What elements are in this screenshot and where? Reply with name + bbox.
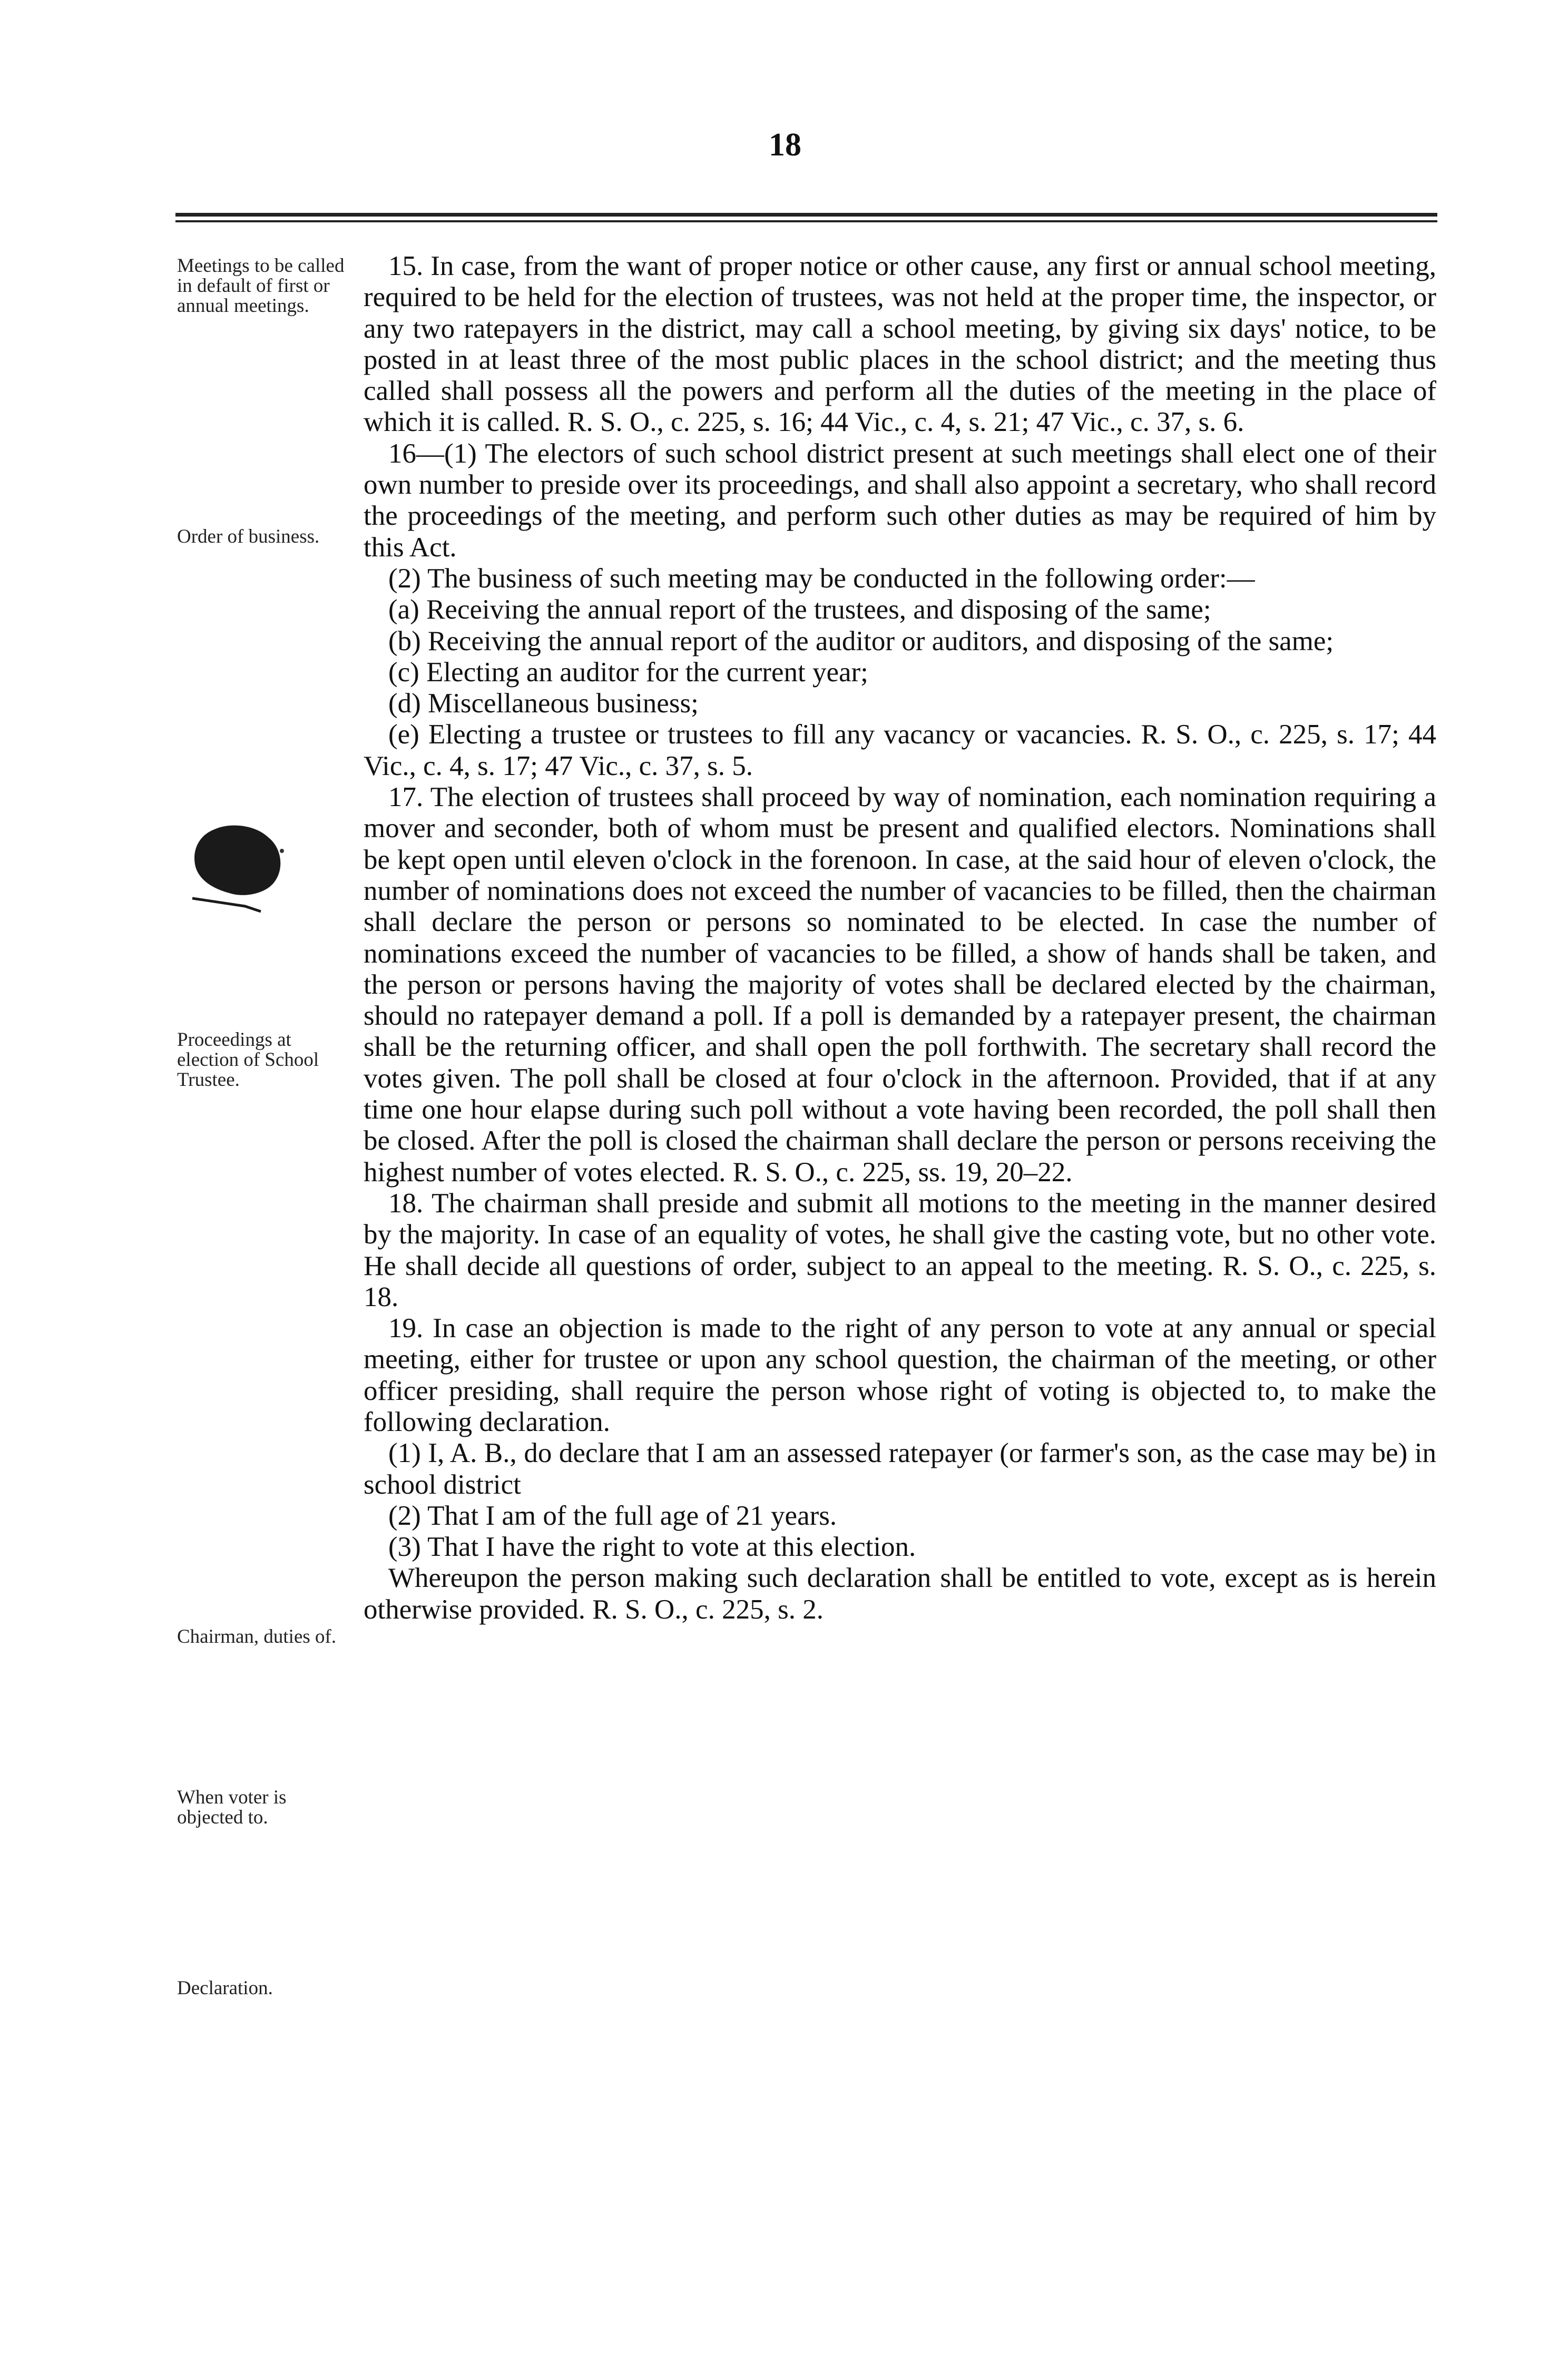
- paragraph-section-18: 18. The chairman shall preside and submit all motions to the meeting in the manner desired by the majority. In case of an equality of votes, he shall give the casting vote, but no other vote. He shall decide all questions of order, subject to an appeal to the meeting. R. S. O., c. 225, s. 18.: [364, 1188, 1436, 1312]
- page-number: 18: [769, 127, 801, 163]
- margin-note-order-business: Order of business.: [177, 526, 320, 547]
- paragraph-section-16-2: (2) The business of such meeting may be conducted in the following order:—: [388, 563, 1255, 594]
- body-text: [364, 251, 1436, 1625]
- paragraph-section-19-1: (1) I, A. B., do declare that I am an assessed ratepayer (or farmer's son, as the case may be) in school district: [364, 1438, 1436, 1500]
- paragraph-section-16-1: 16—(1) The electors of such school district present at such meetings shall elect one of their own number to preside over its proceedings, and shall also appoint a secretary, who shall record the proceedings of the meeting, and perform such other duties as may be required of him by this Act.: [364, 438, 1436, 563]
- paragraph-section-16-2e: (e) Electing a trustee or trustees to fill any vacancy or vacancies. R. S. O., c. 225, s. 17; 44 Vic., c. 4, s. 17; 47 Vic., c. 37, s. 5.: [364, 719, 1436, 781]
- paragraph-section-16-2b: (b) Receiving the annual report of the auditor or auditors, and disposing of the same;: [388, 625, 1334, 656]
- paragraph-section-16-2d: (d) Miscellaneous business;: [388, 688, 699, 719]
- margin-note-declaration: Declaration.: [177, 1977, 273, 1999]
- paragraph-section-19-2: (2) That I am of the full age of 21 years.: [388, 1500, 837, 1531]
- margin-note-meetings-default: Meetings to be called in default of first or annual meetings.: [177, 255, 345, 317]
- margin-note-chairman-duties: Chairman, duties of.: [177, 1626, 337, 1648]
- header-rule-thin: [175, 220, 1437, 222]
- paragraph-section-16-2a: (a) Receiving the annual report of the trustees, and disposing of the same;: [388, 594, 1211, 625]
- margin-note-proceedings-election: Proceedings at election of School Trustee.: [177, 1029, 319, 1091]
- paragraph-section-19-end: Whereupon the person making such declaration shall be entitled to vote, except as is herein otherwise provided. R. S. O., c. 225, s. 2.: [364, 1563, 1436, 1625]
- margin-note-voter-objected: When voter is objected to.: [177, 1787, 287, 1828]
- paragraph-section-17: 17. The election of trustees shall proceed by way of nomination, each nomination requiring a mover and seconder, both of whom must be present and qualified electors. Nominations shall be kept open until eleven o'clock in the forenoon. In case, at the said hour of eleven o'clock, the number of nominations does not exceed the number of vacancies to be filled, then the chairman shall declare the person or persons so nominated to be elected. In case the number of nominations exceed the number of vacancies to be filled, a show of hands shall be taken, and the person or persons having the majority of votes shall be declared elected by the chairman, should no ratepayer demand a poll. If a poll is demanded by a ratepayer present, the chairman shall be the returning officer, and shall open the poll forthwith. The secretary shall record the votes given. The poll shall be closed at four o'clock in the afternoon. Provided, that if at any time one hour elapse during such poll without a vote having been recorded, the poll shall then be closed. After the poll is closed the chairman shall declare the person or persons receiving the highest number of votes elected. R. S. O., c. 225, ss. 19, 20–22.: [364, 782, 1436, 1188]
- header-rule-thick: [175, 213, 1437, 217]
- paragraph-section-19-3: (3) That I have the right to vote at this election.: [388, 1532, 916, 1563]
- ink-blot-mark: [182, 819, 292, 914]
- paragraph-section-15: 15. In case, from the want of proper notice or other cause, any first or annual school meeting, required to be held for the election of trustees, was not held at the proper time, the inspector, or any two ratepayers in the district, may call a school meeting, by giving six days' notice, to be posted in at least three of the most public places in the school district; and the meeting thus called shall possess all the powers and perform all the duties of the meeting in the place of which it is called. R. S. O., c. 225, s. 16; 44 Vic., c. 4, s. 21; 47 Vic., c. 37, s. 6.: [364, 251, 1436, 438]
- paragraph-section-19: 19. In case an objection is made to the right of any person to vote at any annual or special meeting, either for trustee or upon any school question, the chairman of the meeting, or other officer presiding, shall require the person whose right of voting is objected to, to make the following declaration.: [364, 1313, 1436, 1437]
- paragraph-section-16-2c: (c) Electing an auditor for the current year;: [388, 656, 868, 688]
